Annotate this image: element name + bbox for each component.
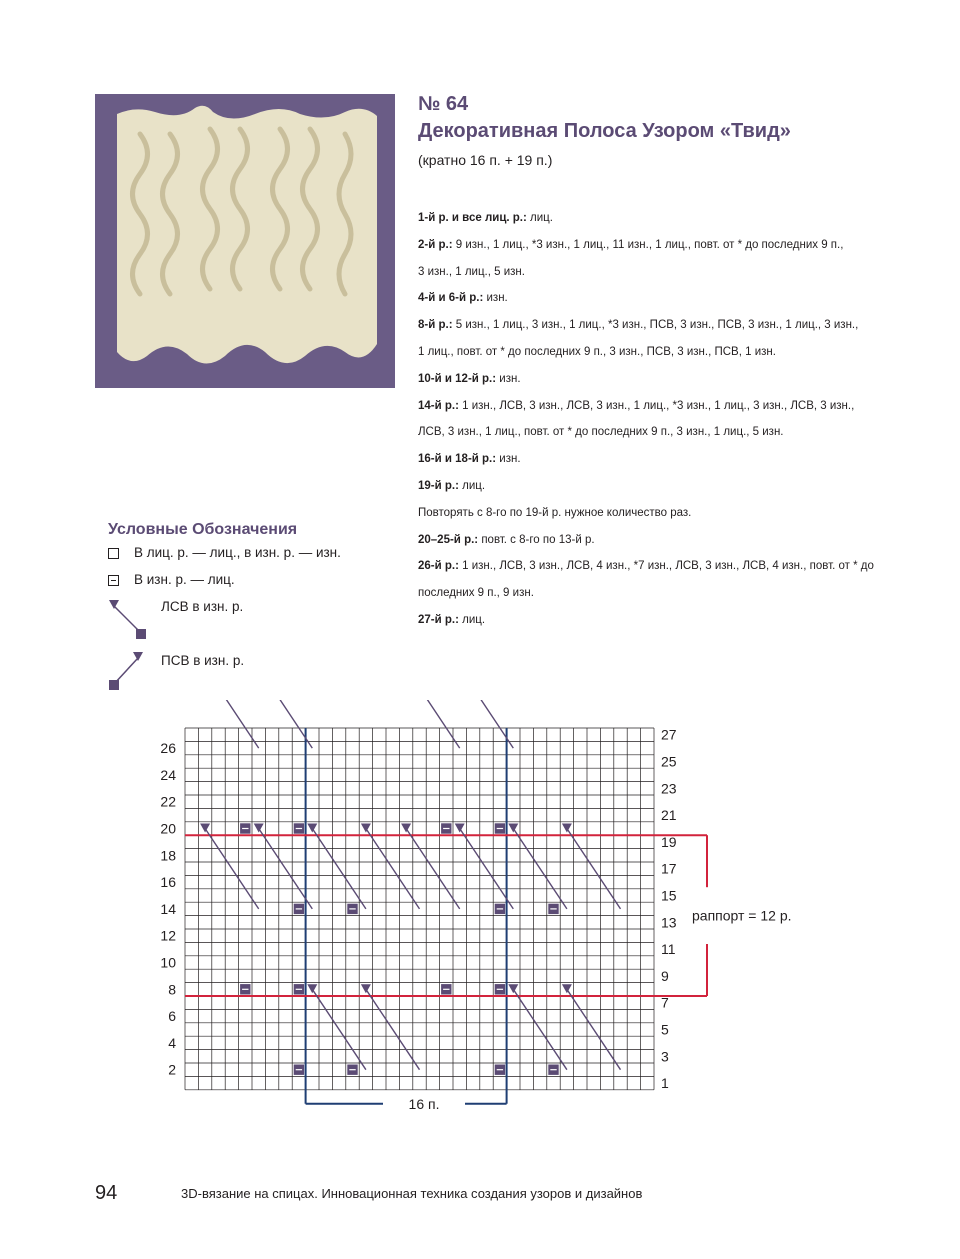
instruction-line: [418, 393, 918, 420]
row-label-right: 7: [661, 994, 669, 1011]
lsv-cable-arrow: [254, 824, 264, 833]
psv-cable-arrow: [361, 984, 371, 993]
instruction-text: последних 9 п., 9 изн.: [418, 587, 534, 600]
psv-cable-arrow: [361, 824, 371, 833]
instruction-line: [418, 446, 918, 473]
instruction-text: изн.: [496, 453, 521, 466]
row-label-right: 27: [661, 726, 677, 743]
row-label-right: 5: [661, 1021, 669, 1038]
instruction-row-label: 8-й р.:: [418, 319, 453, 332]
row-label-left: 18: [160, 847, 176, 864]
row-label-left: 22: [160, 793, 176, 810]
page-number: 94: [95, 1182, 118, 1204]
row-label-left: 14: [160, 900, 176, 917]
psv-cable-line: [567, 829, 621, 909]
psv-cable-line: [513, 989, 567, 1069]
legend-item-lsv: ЛСВ в изн. р.: [161, 599, 244, 614]
row-label-left: 16: [160, 874, 176, 891]
lsv-cable-line: [205, 829, 259, 909]
lsv-cable-arrow: [455, 824, 465, 833]
instruction-text: 9 изн., 1 лиц., *3 изн., 1 лиц., 11 изн., 1 лиц., повт. от * до последних 9 п.,: [452, 238, 844, 251]
lsv-cable-line: [259, 700, 313, 748]
instruction-text: лиц.: [458, 479, 486, 492]
knit-symbol: [108, 548, 119, 559]
row-label-right: 1: [661, 1075, 669, 1092]
row-label-left: 24: [160, 766, 176, 783]
instruction-row-label: 20–25-й р.:: [418, 533, 479, 546]
knitting-chart: [0, 700, 960, 1120]
instruction-text: 1 изн., ЛСВ, 3 изн., ЛСВ, 3 изн., 1 лиц., *3 изн., 1 лиц., 3 изн., ЛСВ, 3 изн.,: [458, 399, 855, 412]
lsv-cable-line: [406, 700, 460, 748]
row-label-left: 8: [168, 981, 176, 998]
instruction-row-label: 1-й р. и все лиц. р.:: [418, 212, 527, 224]
psv-cable-line: [366, 829, 420, 909]
instruction-row-label: 16-й и 18-й р.:: [418, 453, 497, 466]
instruction-text: 1 изн., ЛСВ, 3 изн., ЛСВ, 4 изн., *7 изн., ЛСВ, 3 изн., ЛСВ, 4 изн., повт. от * до: [458, 560, 874, 573]
psv-cable-line: [366, 989, 420, 1069]
instruction-line: [418, 366, 918, 393]
lsv-cable-line: [460, 700, 514, 748]
psv-cable-arrow: [307, 824, 317, 833]
row-label-left: 4: [168, 1034, 176, 1051]
legend-item-knit: В лиц. р. — лиц., в изн. р. — изн.: [134, 545, 341, 560]
instruction-text: 1 лиц., повт. от * до последних 9 п., 3 изн., ПСВ, 3 изн., ПСВ, 1 изн.: [418, 345, 776, 358]
lsv-cable-line: [259, 829, 313, 909]
row-label-left: 10: [160, 954, 176, 971]
legend-item-psv: ПСВ в изн. р.: [161, 653, 245, 668]
psv-cable-line: [312, 989, 366, 1069]
book-title: 3D-вязание на спицах. Инновационная техника создания узоров и дизайнов: [181, 1186, 643, 1201]
instruction-line: [418, 553, 918, 580]
psv-cable-line: [567, 989, 621, 1069]
row-label-left: 6: [168, 1008, 176, 1025]
row-label-left: 2: [168, 1061, 176, 1078]
instruction-line: [418, 285, 918, 312]
psv-cable-line: [312, 829, 366, 909]
instruction-row-label: 4-й и 6-й р.:: [418, 292, 484, 305]
row-label-right: 17: [661, 860, 677, 877]
instruction-text: изн.: [496, 372, 521, 385]
instruction-line: [418, 580, 918, 607]
lsv-cable-arrow: [200, 824, 210, 833]
psv-cable-arrow: [562, 824, 572, 833]
psv-cable-arrow: [307, 984, 317, 993]
pattern-title: Декоративная Полоса Узором «Твид»: [418, 120, 791, 142]
repeat-label: раппорт = 12 р.: [692, 907, 792, 924]
instruction-text: лиц.: [526, 212, 553, 224]
instruction-line: [418, 527, 918, 554]
legend-item-purl: В изн. р. — лиц.: [134, 572, 235, 587]
row-label-left: 12: [160, 927, 176, 944]
row-label-left: 26: [160, 740, 176, 757]
instruction-row-label: 10-й и 12-й р.:: [418, 372, 497, 385]
psv-cable-arrow: [508, 824, 518, 833]
row-label-right: 11: [661, 941, 676, 958]
psv-cable-line: [513, 829, 567, 909]
row-label-right: 19: [661, 833, 677, 850]
instructions: [418, 205, 918, 634]
pattern-multiple: (кратно 16 п. + 19 п.): [418, 152, 553, 168]
instruction-row-label: 26-й р.:: [418, 560, 459, 573]
instruction-text: лиц.: [458, 613, 486, 626]
instruction-line: [418, 500, 918, 527]
instruction-text: 5 изн., 1 лиц., 3 изн., 1 лиц., *3 изн., ПСВ, 3 изн., ПСВ, 3 изн., 1 лиц., 3 изн.,: [452, 319, 859, 332]
instruction-line: [418, 312, 918, 339]
swatch-photo: [95, 94, 395, 388]
instruction-row-label: 2-й р.:: [418, 238, 453, 251]
row-label-right: 13: [661, 914, 677, 931]
instruction-line: [418, 232, 918, 259]
instruction-line: [418, 473, 918, 500]
psv-cable-icon: [105, 650, 150, 694]
instruction-text: 3 изн., 1 лиц., 5 изн.: [418, 265, 525, 278]
legend-title: Условные Обозначения: [108, 521, 298, 538]
row-label-right: 25: [661, 753, 677, 770]
instruction-text: Повторять с 8-го по 19-й р. нужное количество раз.: [418, 506, 692, 519]
instruction-line: [418, 259, 918, 286]
purl-symbol: [108, 575, 119, 586]
lsv-cable-line: [205, 700, 259, 748]
instruction-text: ЛСВ, 3 изн., 1 лиц., повт. от * до последних 9 п., 3 изн., 1 лиц., 5 изн.: [418, 426, 784, 439]
row-label-right: 9: [661, 967, 669, 984]
row-label-right: 23: [661, 780, 677, 797]
row-label-right: 15: [661, 887, 677, 904]
lsv-cable-line: [406, 829, 460, 909]
lsv-cable-icon: [105, 598, 150, 642]
instruction-row-label: 27-й р.:: [418, 613, 459, 626]
row-label-right: 21: [661, 807, 677, 824]
instruction-row-label: 14-й р.:: [418, 399, 459, 412]
instruction-line: [418, 419, 918, 446]
instruction-line: [418, 607, 918, 634]
lsv-cable-arrow: [401, 824, 411, 833]
instruction-text: изн.: [483, 292, 508, 305]
stitch-repeat-label: 16 п.: [408, 1095, 440, 1112]
row-label-right: 3: [661, 1048, 669, 1065]
instruction-row-label: 19-й р.:: [418, 479, 459, 492]
pattern-number: № 64: [418, 93, 469, 115]
instruction-line: [418, 339, 918, 366]
instruction-line: [418, 205, 918, 232]
psv-cable-arrow: [508, 984, 518, 993]
lsv-cable-line: [460, 829, 514, 909]
instruction-text: повт. с 8-го по 13-й р.: [478, 533, 595, 546]
row-label-left: 20: [160, 820, 176, 837]
psv-cable-arrow: [562, 984, 572, 993]
